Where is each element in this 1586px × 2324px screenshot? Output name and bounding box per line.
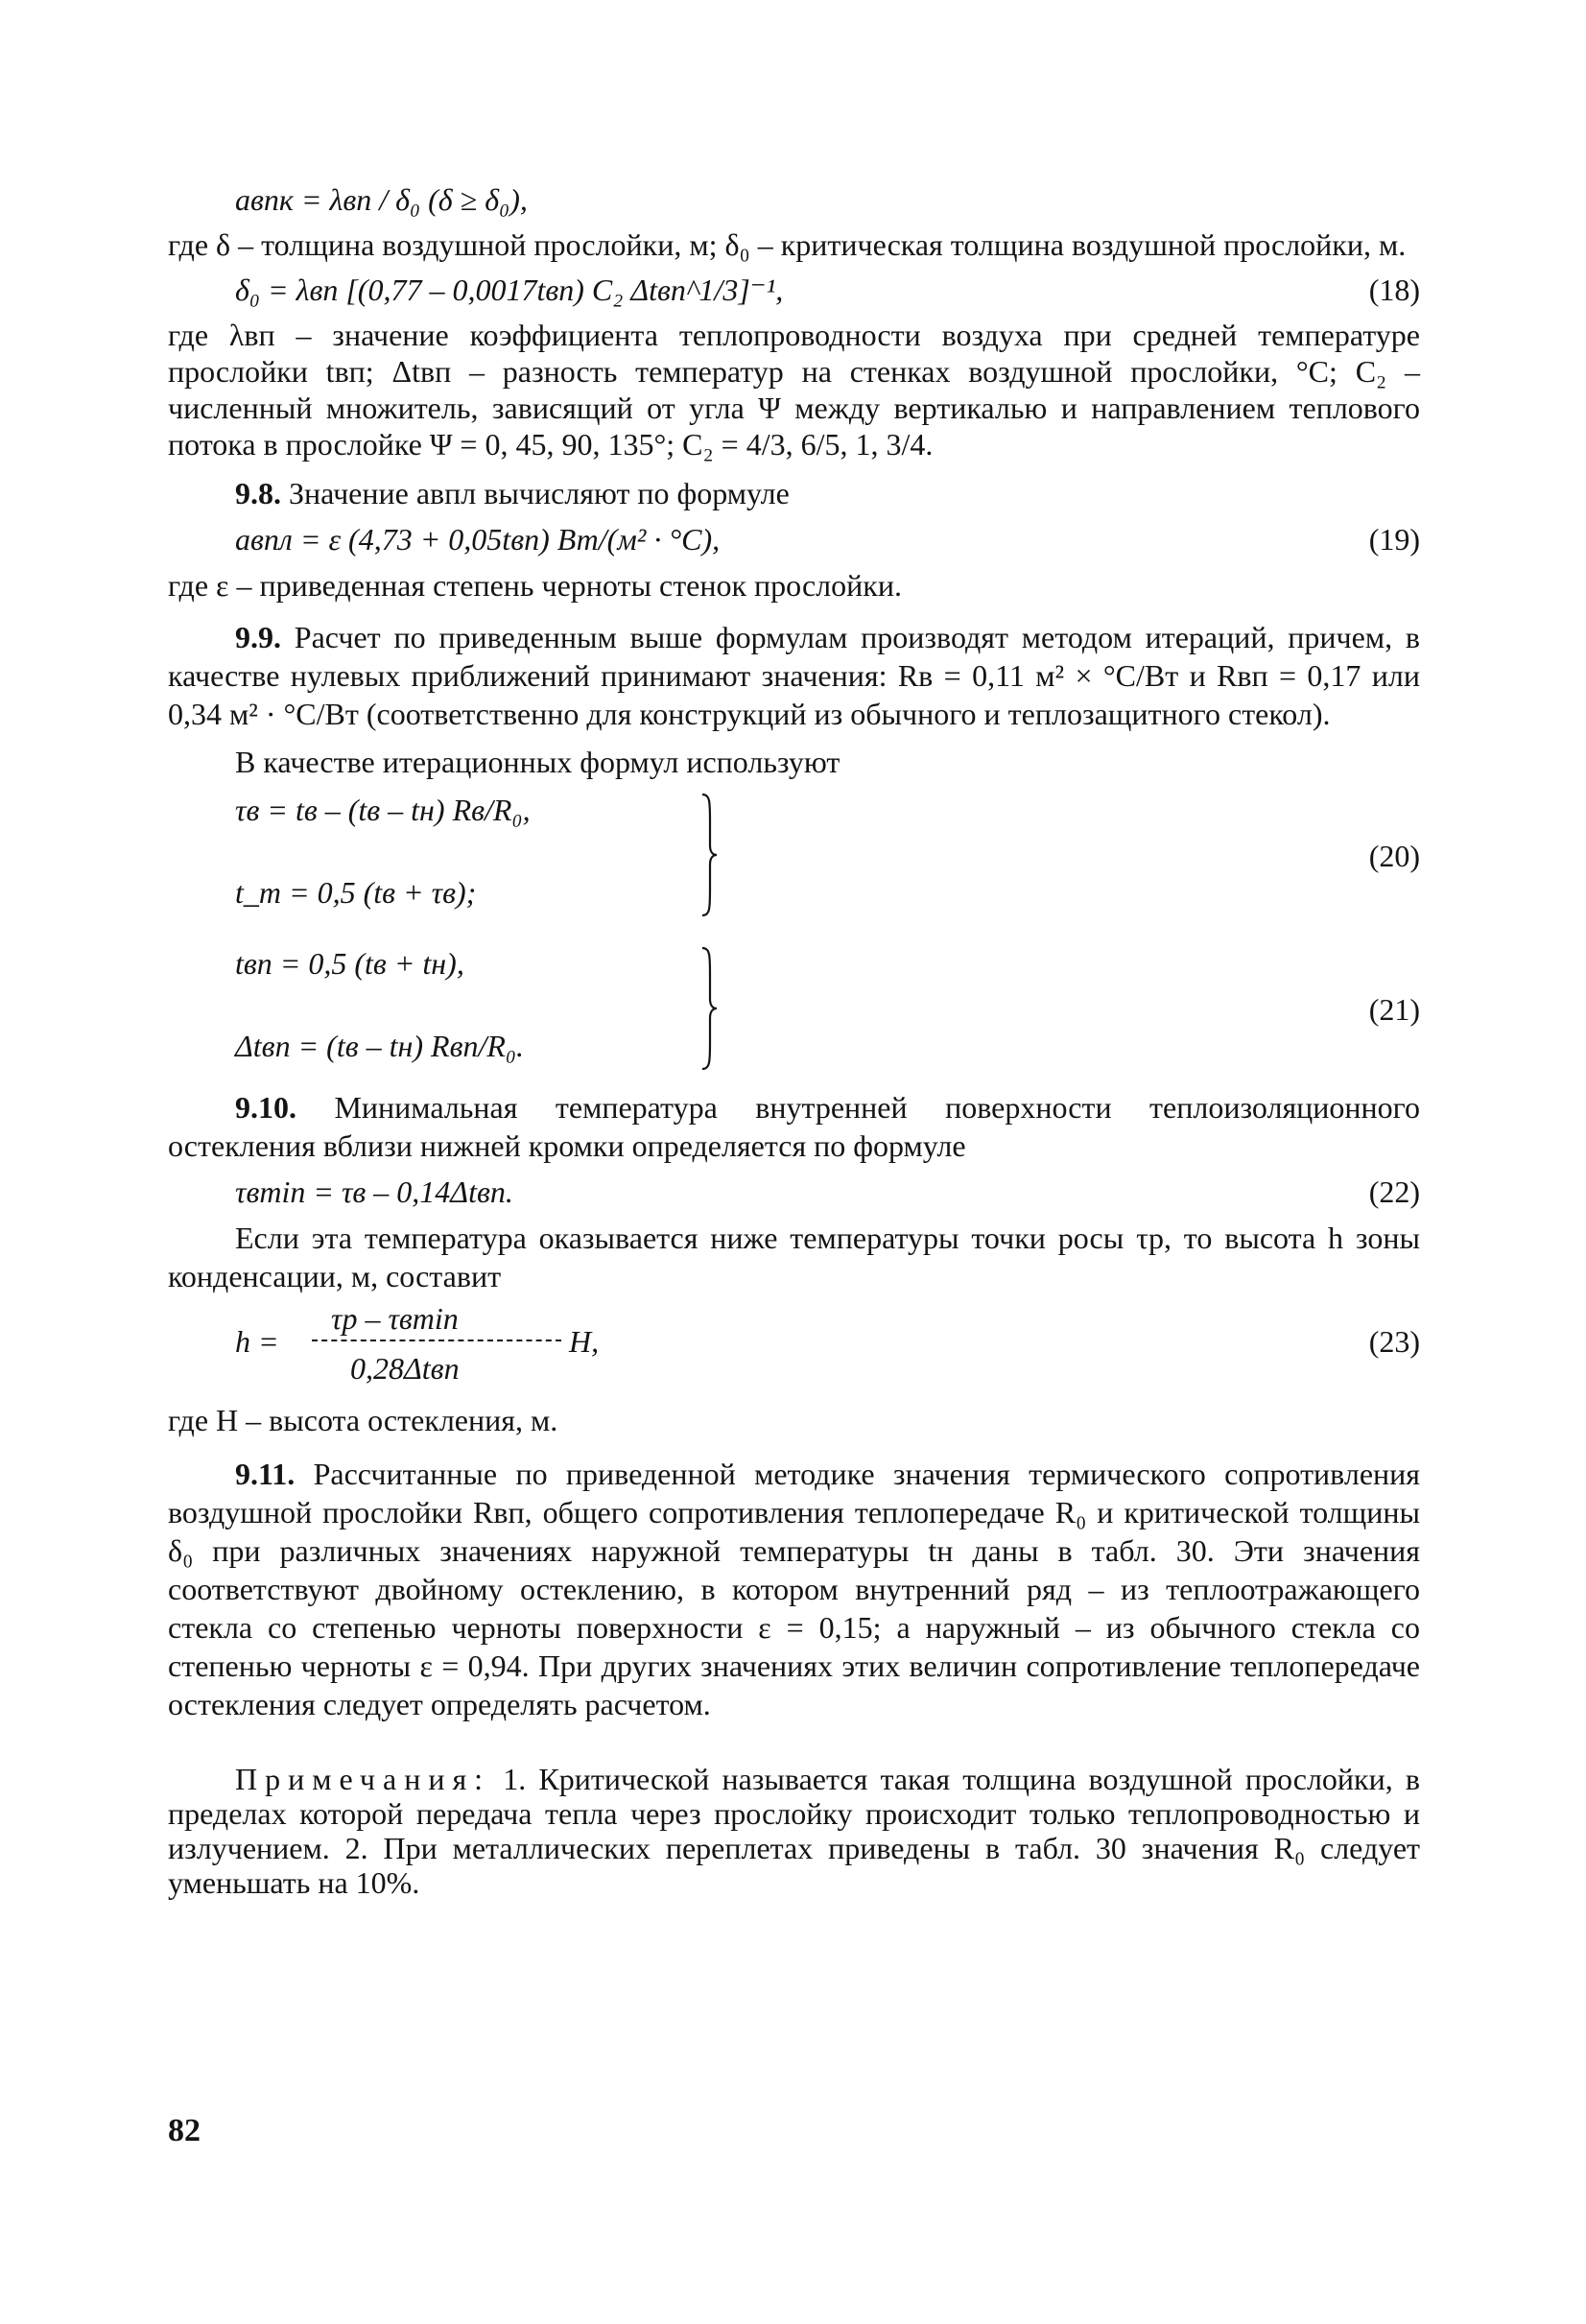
formula-23-denominator: 0,28Δtвп: [350, 1351, 460, 1386]
equation-number-19: (19): [1368, 522, 1420, 557]
notes-text: 1. Критической называется такая толщина воздушной прослойки, в пределах которой передача тепла через прослойку происходит только теплопроводностью и излучением. 2. При металлических переплетах приведены в табл. 30 значения R₀ следует уменьшать на 10%.: [168, 1762, 1420, 1900]
formula-20-line-2: t_m = 0,5 (tв + τв);: [235, 875, 477, 910]
paragraph-9-10-text: Минимальная температура внутренней поверхности теплоизоляционного остекления вблизи нижней кромки определяется по формуле: [168, 1090, 1420, 1163]
formula-23-lhs: h =: [235, 1324, 279, 1359]
section-number-9-8: 9.8.: [235, 476, 281, 510]
paragraph-epsilon-definition: где ε – приведенная степень черноты стенок прослойки.: [168, 568, 902, 603]
equation-number-21: (21): [1368, 992, 1420, 1027]
paragraph-dew-point: Если эта температура оказывается ниже температуры точки росы τр, то высота h зоны конденсации, м, составит: [168, 1221, 1420, 1293]
paragraph-9-8: [168, 474, 1420, 512]
equation-number-20: (20): [1368, 839, 1420, 873]
paragraph-9-9: [168, 618, 1420, 733]
paragraph-9-9-text: Расчет по приведенным выше формулам производят методом итераций, причем, в качестве нулевых приближений принимают значения: Rв = 0,11 м² × °C/Вт и Rвп = 0,17 или 0,34 м² · °C/Вт (соответственно для конструкций из обычного и теплозащитного стекол).: [168, 620, 1420, 731]
right-brace-icon: [700, 946, 718, 1071]
equation-23: [168, 1295, 1420, 1401]
paragraph-H-definition: где H – высота остекления, м.: [168, 1403, 558, 1437]
section-number-9-9: 9.9.: [235, 620, 281, 654]
paragraph-delta-definition: где δ – толщина воздушной прослойки, м; δ₀ – критическая толщина воздушной прослойки, м.: [168, 227, 1407, 262]
notes-block: [168, 1762, 1420, 1900]
fraction-bar: [312, 1340, 561, 1341]
formula-21-line-1: tвп = 0,5 (tв + tн),: [235, 946, 464, 981]
paragraph-9-11-text: Рассчитанные по приведенной методике значения термического сопротивления воздушной прослойки Rвп, общего сопротивления теплопередаче R₀ и критической толщины δ₀ при различных значениях наружной температуры tн даны в табл. 30. Эти значения соответствуют двойному остеклению, в котором внутренний ряд – из теплоотражающего стекла со степенью черноты поверхности ε = 0,15; а наружный – из обычного стекла со степенью черноты ε = 0,94. При других значениях этих величин сопротивление теплопередаче остекления следует определять расчетом.: [168, 1457, 1420, 1721]
formula-avpk: aвпк = λвп / δ₀ (δ ≥ δ₀),: [235, 182, 528, 217]
formula-21-line-2: Δtвп = (tв – tн) Rвп/R₀.: [235, 1029, 525, 1063]
paragraph-lambda-definition: где λвп – значение коэффициента теплопроводности воздуха при средней температуре прослойки tвп; Δtвп – разность температур на стенках воздушной прослойки, °C; C₂ – численный множитель, зависящий от угла Ψ между вертикалью и направлением теплового потока в прослойке Ψ = 0, 45, 90, 135°; C₂ = 4/3, 6/5, 1, 3/4.: [168, 318, 1420, 462]
page-number: 82: [168, 2113, 201, 2148]
page-body: [168, 173, 1420, 1900]
formula-22: τвmin = τв – 0,14Δtвп.: [235, 1174, 513, 1209]
formula-18: δ₀ = λвп [(0,77 – 0,0017tвп) C₂ Δtвп^1/3]⁻¹,: [235, 273, 784, 307]
paragraph-9-11: [168, 1455, 1420, 1723]
formula-19: aвпл = ε (4,73 + 0,05tвп) Вт/(м² · °C),: [235, 522, 721, 557]
formula-23-numerator: τр – τвmin: [331, 1301, 459, 1336]
equation-number-18: (18): [1368, 273, 1420, 307]
notes-label: Примечания:: [235, 1762, 491, 1796]
paragraph-iteration-intro: В качестве итерационных формул используют: [235, 745, 840, 779]
equation-number-23: (23): [1368, 1324, 1420, 1359]
equation-18: [168, 263, 1420, 317]
equation-number-22: (22): [1368, 1174, 1420, 1209]
formula-23-rhs: H,: [569, 1324, 600, 1359]
paragraph-9-10: [168, 1088, 1420, 1165]
section-number-9-11: 9.11.: [235, 1457, 296, 1491]
paragraph-9-8-text: Значение aвпл вычисляют по формуле: [281, 476, 790, 510]
equation-system-21: [168, 935, 1420, 1088]
formula-20-line-1: τв = tв – (tв – tн) Rв/R₀,: [235, 793, 531, 827]
section-number-9-10: 9.10.: [235, 1090, 296, 1125]
equation-22: [168, 1165, 1420, 1219]
equation-avpk: [168, 173, 1420, 226]
right-brace-icon: [700, 793, 718, 917]
equation-19: [168, 512, 1420, 566]
equation-system-20: [168, 781, 1420, 935]
